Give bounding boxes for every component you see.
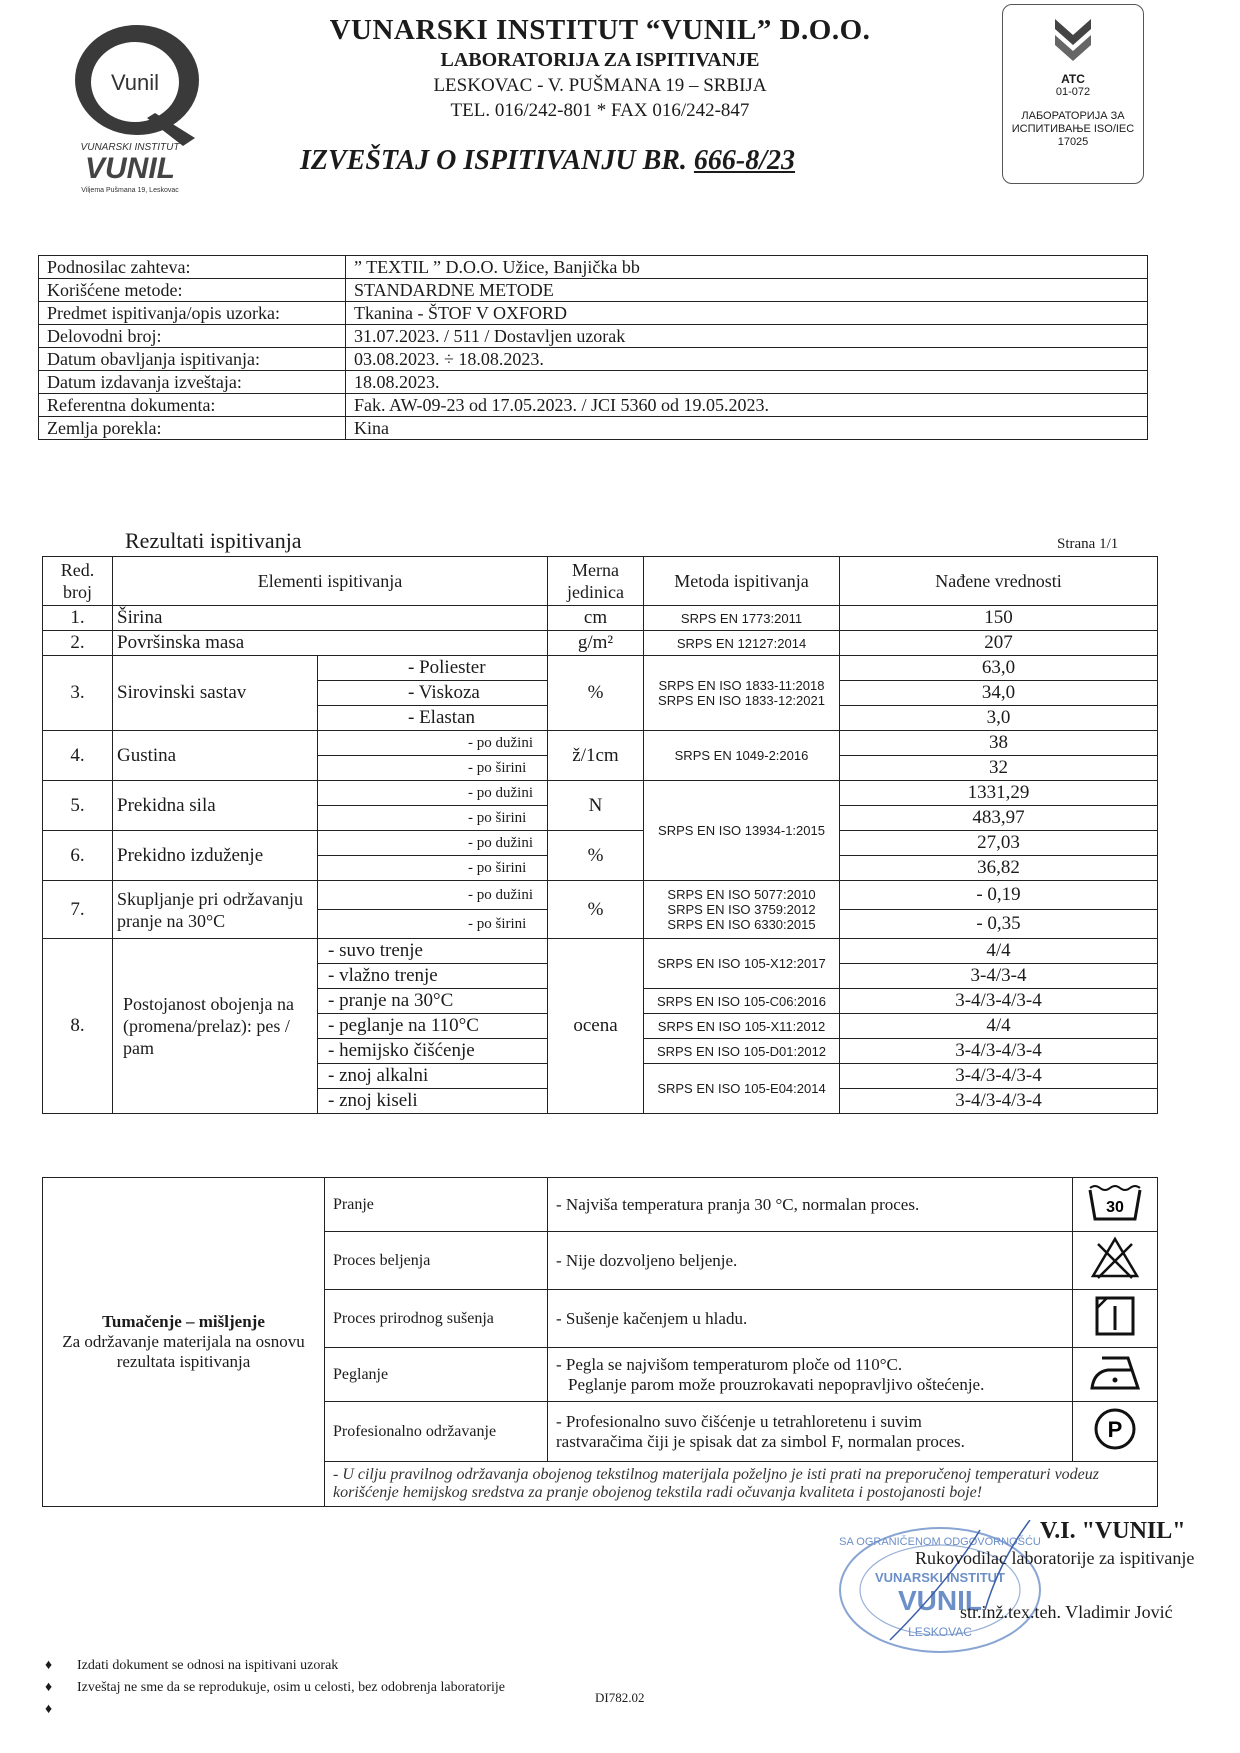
signature-org: V.I. "VUNIL": [1040, 1518, 1186, 1544]
table-row: 3. Sirovinski sastav - Poliester % SRPS EN ISO 1833-11:2018 SRPS EN ISO 1833-12:2021 63,0: [43, 656, 1158, 681]
info-row: Datum obavljanja ispitivanja: 03.08.2023. ÷ 18.08.2023.: [39, 348, 1148, 371]
info-row: Datum izdavanja izveštaja: 18.08.2023.: [39, 371, 1148, 394]
info-row: Korišćene metode: STANDARDNE METODE: [39, 279, 1148, 302]
signature-name: str.inž.tex.teh. Vladimir Jović: [960, 1602, 1173, 1622]
address: LESKOVAC - V. PUŠMANA 19 – SRBIJA: [433, 75, 767, 96]
svg-text:Viljema Pušmana 19, Leskovac: Viljema Pušmana 19, Leskovac: [81, 187, 179, 193]
svg-text:VUNIL: VUNIL: [85, 152, 175, 185]
care-row: Proces beljenja - Nije dozvoljeno beljenje.: [43, 1232, 1158, 1290]
info-row: Podnosilac zahteva: ” TEXTIL ” D.O.O. Užice, Banjička bb: [39, 256, 1148, 279]
svg-text:SA OGRANIČENOM ODGOVORNOŠĆU: SA OGRANIČENOM ODGOVORNOŠĆU: [839, 1536, 1041, 1548]
official-stamp: [830, 1520, 1050, 1660]
atc-text: ЛАБОРАТОРИЈА ЗА ИСПИТИВАЊЕ ISO/IEC 17025: [1011, 110, 1135, 148]
footer-bullet: ♦: [45, 1702, 53, 1717]
care-note: - U cilju pravilnog održavanja obojenog tekstilnog materijala poželjno je isti prati na preporučenoj temperaturi vodeuz korišćenje hemijskog sredstva za pranje obojenog tekstila radi očuvanja kvaliteta i postojanosti boje!: [325, 1462, 1158, 1507]
info-row: Referentna dokumenta: Fak. AW-09-23 od 17.05.2023. / JCI 5360 od 19.05.2023.: [39, 394, 1148, 417]
footer-note: ♦ Izdati dokument se odnosi na ispitivani uzorak: [45, 1658, 339, 1673]
table-row: 6. Prekidno izduženje - po dužini % 27,03: [43, 831, 1158, 856]
laboratory-name: LABORATORIJA ZA ISPITIVANJE: [440, 49, 760, 71]
header: [300, 14, 900, 122]
opinion-cell: Tumačenje – mišljenje Za održavanje materijala na osnovu rezultata ispitivanja: [43, 1178, 325, 1507]
info-row: Zemlja porekla: Kina: [39, 417, 1148, 440]
interpretation-table: [42, 1177, 1158, 1507]
svg-text:LESKOVAC: LESKOVAC: [908, 1625, 972, 1639]
atc-code: 01-072: [1055, 86, 1091, 98]
results-table: Red. broj Elementi ispitivanja Merna jedinica Metoda ispitivanja Nađene vrednosti 1. Širina cm SRPS EN 1773:2011 150 2. Površinska masa g/m² SRPS EN 12127:2014 207 3. Sirovinski sastav - Poliester % SRPS EN ISO 1833-11:2018 SRPS EN ISO 1833-12:2021 63,0 - Viskoza 34,0 - Elastan 3,0 4. Gustina - po dužini ž/1cm SRPS EN 1049-2:2016 38 - po širini 32 5. Prekidna sila - po dužini N SRPS EN ISO 13934-1:2015 1331,29 - po širini 483,97 6. Prekidno izduženje - po dužini % 27,03 - po širini 36,82 7. Skupljanje pri održavanju pranje na 30°C - po dužini % SRPS EN ISO 5077:2010 SRPS EN ISO 3759:2012 SRPS EN ISO 6330:2015 - 0,19 - po širini - 0,35 8. Postojanost obojenja na (promena/prelaz): pes / pam - suvo trenje ocena SRPS EN ISO 105-X12:2017 4/4 - vlažno trenje 3-4/3-4 - pranje na 30°C SRPS EN ISO 105-C06:2016 3-4/3-4/3-4 - peglanje na 110°C SRPS EN ISO 105-X11:2012 4/4 - hemijsko čišćenje SRPS EN ISO 105-D01:2012 3-4/3-4/3-4 - znoj alkalni SRPS EN ISO 105-E04:2014 3-4/3-4/3-4 - znoj kiseli 3-4/3-4/3-4: [42, 556, 1158, 1114]
atc-logo-icon: [1051, 13, 1095, 63]
document-code: DI782.02: [595, 1690, 645, 1705]
line-dry-shade-icon: [1093, 1294, 1137, 1338]
wash-30-icon: [1087, 1182, 1143, 1222]
institute-name: VUNARSKI INSTITUT “VUNIL” D.O.O.: [329, 14, 871, 46]
info-row: Predmet ispitivanja/opis uzorka: Tkanina - ŠTOF V OXFORD: [39, 302, 1148, 325]
table-row: 5. Prekidna sila - po dužini N SRPS EN ISO 13934-1:2015 1331,29: [43, 781, 1158, 806]
table-row: 7. Skupljanje pri održavanju pranje na 30°C - po dužini % SRPS EN ISO 5077:2010 SRPS EN ISO 3759:2012 SRPS EN ISO 6330:2015 - 0,19: [43, 881, 1158, 910]
care-row: Profesionalno održavanje - Profesionalno suvo čišćenje u tetrahloretenu i suvim rastvaračima čiji je spisak dat za simbol F, normalan proces. P: [43, 1402, 1158, 1462]
table-row: 1. Širina cm SRPS EN 1773:2011 150: [43, 606, 1158, 631]
iron-low-icon: [1088, 1352, 1142, 1392]
table-row: 4. Gustina - po dužini ž/1cm SRPS EN 1049-2:2016 38: [43, 731, 1158, 756]
vunil-logo: [55, 18, 205, 193]
report-number: 666-8/23: [693, 145, 796, 176]
report-title: IZVEŠTAJ O ISPITIVANJU BR. 666-8/23: [300, 145, 796, 176]
table-row: 2. Površinska masa g/m² SRPS EN 12127:2014 207: [43, 631, 1158, 656]
svg-text:30: 30: [1106, 1199, 1124, 1216]
svg-text:VUNIL: VUNIL: [898, 1585, 982, 1616]
page-number: Strana 1/1: [1057, 536, 1119, 552]
dry-clean-p-icon: [1092, 1406, 1138, 1452]
signature-role: Rukovodilac laboratorije za ispitivanje: [915, 1548, 1195, 1568]
footer-note: ♦ Izveštaj ne sme da se reprodukuje, osim u celosti, bez odobrenja laboratorije: [45, 1680, 506, 1695]
results-title: Rezultati ispitivanja: [125, 528, 302, 553]
care-row: Tumačenje – mišljenje Za održavanje materijala na osnovu rezultata ispitivanja Pranje - Najviša temperatura pranja 30 °C, normalan proces. 30: [43, 1178, 1158, 1232]
phone: TEL. 016/242-801 * FAX 016/242-847: [450, 100, 750, 121]
request-info-table: [38, 255, 1148, 440]
svg-text:P: P: [1107, 1417, 1123, 1442]
svg-text:VUNARSKI INSTITUT: VUNARSKI INSTITUT: [875, 1570, 1005, 1585]
table-row: 8. Postojanost obojenja na (promena/prelaz): pes / pam - suvo trenje ocena SRPS EN ISO 105-X12:2017 4/4: [43, 939, 1158, 964]
svg-text:Vunil: Vunil: [110, 70, 160, 95]
svg-text:VUNARSKI INSTITUT: VUNARSKI INSTITUT: [80, 142, 180, 153]
accreditation-badge: [1002, 4, 1144, 184]
care-row: Proces prirodnog sušenja - Sušenje kačenjem u hladu.: [43, 1290, 1158, 1348]
atc-mark: ATC: [1061, 72, 1085, 86]
care-row: Peglanje - Pegla se najvišom temperaturom ploče od 110°C. Peglanje parom može prouzrokavati nepopravljivo oštećenje.: [43, 1348, 1158, 1402]
no-bleach-icon: [1090, 1236, 1140, 1280]
info-row: Delovodni broj: 31.07.2023. / 511 / Dostavljen uzorak: [39, 325, 1148, 348]
